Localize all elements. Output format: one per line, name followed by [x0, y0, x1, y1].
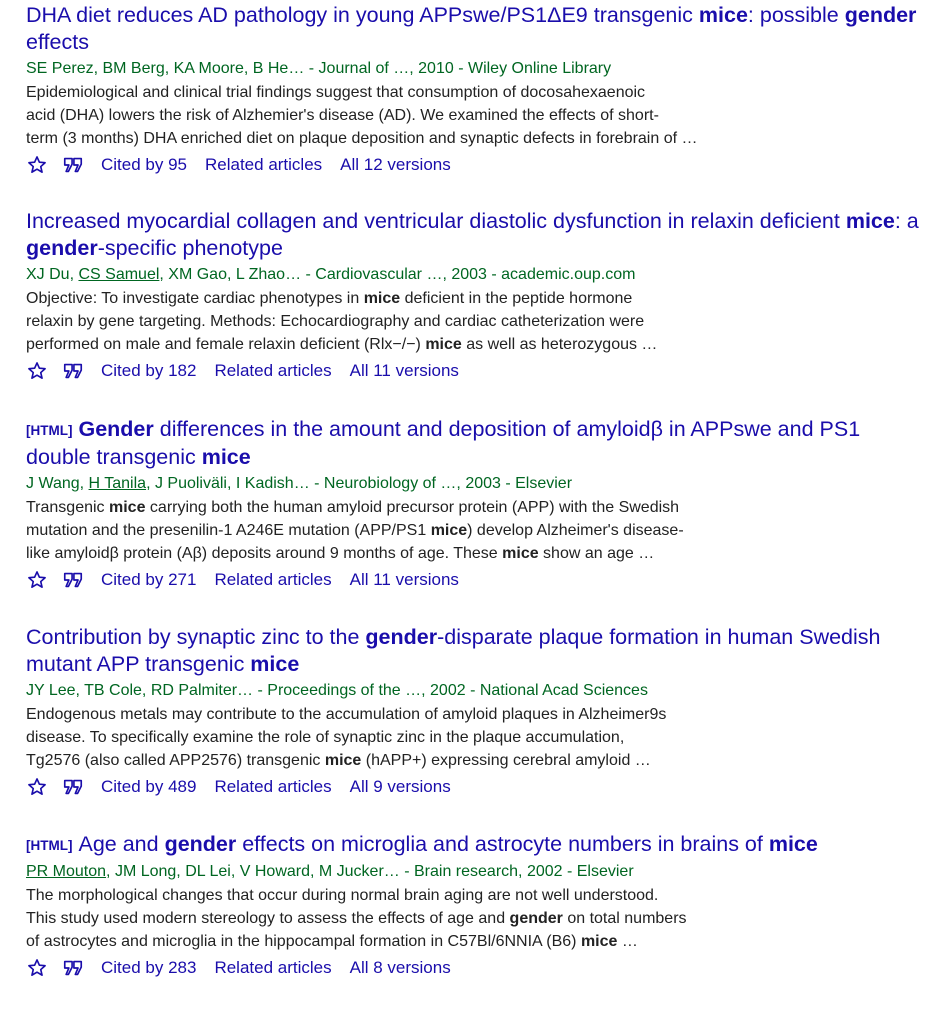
star-icon[interactable]	[26, 360, 48, 382]
title-text[interactable]: Gender differences in the amount and deposition of amyloidβ in APPswe and PS1 double transgenic mice	[26, 417, 861, 469]
result-title[interactable]	[26, 416, 921, 471]
snippet-line: mutation and the presenilin-1 A246E mutation (APP/PS1 mice) develop Alzheimer's disease-	[26, 522, 684, 539]
quote-icon[interactable]	[62, 569, 84, 591]
result-item	[26, 831, 921, 980]
result-actions	[26, 359, 921, 383]
result-authors: SE Perez, BM Berg, KA Moore, B He… - Journal of …, 2010 - Wiley Online Library	[26, 60, 612, 77]
result-snippet	[26, 884, 921, 953]
quote-icon[interactable]	[62, 360, 84, 382]
related-articles-link[interactable]: Related articles	[214, 958, 332, 977]
snippet-line: term (3 months) DHA enriched diet on plaque deposition and synaptic defects in forebrain of …	[26, 130, 698, 147]
cited-by-link[interactable]: Cited by 182	[101, 361, 197, 380]
quote-icon[interactable]	[62, 154, 84, 176]
snippet-line: acid (DHA) lowers the risk of Alzhemier's disease (AD). We examined the effects of short-	[26, 107, 659, 124]
result-authors: JY Lee, TB Cole, RD Palmiter… - Proceedings of the …, 2002 - National Acad Sciences	[26, 682, 648, 699]
result-authors: PR Mouton, JM Long, DL Lei, V Howard, M Jucker… - Brain research, 2002 - Elsevier	[26, 863, 634, 880]
related-articles-link[interactable]: Related articles	[214, 570, 332, 589]
result-actions	[26, 775, 921, 799]
star-icon[interactable]	[26, 569, 48, 591]
cited-by-link[interactable]: Cited by 489	[101, 777, 197, 796]
title-text[interactable]: Contribution by synaptic zinc to the gender-disparate plaque formation in human Swedish mutant APP transgenic mice	[26, 625, 881, 676]
result-authors: XJ Du, CS Samuel, XM Gao, L Zhao… - Cardiovascular …, 2003 - academic.oup.com	[26, 266, 636, 283]
result-title[interactable]	[26, 831, 921, 859]
author-link[interactable]: CS Samuel	[78, 266, 160, 283]
all-versions-link[interactable]: All 11 versions	[349, 361, 459, 380]
result-tag[interactable]: [HTML]	[26, 423, 73, 438]
cited-by-link[interactable]: Cited by 283	[101, 958, 197, 977]
result-snippet	[26, 81, 921, 150]
result-actions	[26, 956, 921, 980]
cited-by-link[interactable]: Cited by 95	[101, 155, 187, 174]
result-snippet	[26, 496, 921, 565]
snippet-line: The morphological changes that occur during normal brain aging are not well understood.	[26, 887, 659, 904]
quote-icon[interactable]	[62, 776, 84, 798]
quote-icon[interactable]	[62, 957, 84, 979]
all-versions-link[interactable]: All 11 versions	[349, 570, 459, 589]
snippet-line: Transgenic mice carrying both the human amyloid precursor protein (APP) with the Swedish	[26, 499, 680, 516]
result-snippet	[26, 287, 921, 356]
related-articles-link[interactable]: Related articles	[214, 361, 332, 380]
related-articles-link[interactable]: Related articles	[205, 155, 323, 174]
result-item	[26, 624, 921, 799]
cited-by-link[interactable]: Cited by 271	[101, 570, 197, 589]
result-item	[26, 208, 921, 383]
snippet-line: relaxin by gene targeting. Methods: Echocardiography and cardiac catheterization were	[26, 313, 645, 330]
result-snippet	[26, 703, 921, 772]
author-link[interactable]: H Tanila	[88, 475, 147, 492]
snippet-line: performed on male and female relaxin deficient (Rlx−/−) mice as well as heterozygous …	[26, 336, 658, 353]
snippet-line: of astrocytes and microglia in the hippocampal formation in C57Bl/6NNIA (B6) mice …	[26, 933, 638, 950]
snippet-line: Objective: To investigate cardiac phenotypes in mice deficient in the peptide hormone	[26, 290, 633, 307]
star-icon[interactable]	[26, 776, 48, 798]
related-articles-link[interactable]: Related articles	[214, 777, 332, 796]
author-link[interactable]: PR Mouton	[26, 863, 107, 880]
title-text[interactable]: DHA diet reduces AD pathology in young APPswe/PS1ΔE9 transgenic mice: possible gender effects	[26, 3, 917, 54]
result-actions	[26, 153, 921, 177]
title-text[interactable]: Increased myocardial collagen and ventricular diastolic dysfunction in relaxin deficient mice: a gender-specific phenotype	[26, 209, 919, 260]
star-icon[interactable]	[26, 154, 48, 176]
all-versions-link[interactable]: All 8 versions	[349, 958, 451, 977]
snippet-line: like amyloidβ protein (Aβ) deposits around 9 months of age. These mice show an age …	[26, 545, 655, 562]
snippet-line: Endogenous metals may contribute to the accumulation of amyloid plaques in Alzheimer9s	[26, 706, 667, 723]
result-authors: J Wang, H Tanila, J Puoliväli, I Kadish… - Neurobiology of …, 2003 - Elsevier	[26, 475, 573, 492]
result-title[interactable]	[26, 208, 921, 262]
all-versions-link[interactable]: All 12 versions	[340, 155, 451, 174]
star-icon[interactable]	[26, 957, 48, 979]
result-tag[interactable]: [HTML]	[26, 838, 73, 853]
result-actions	[26, 568, 921, 592]
snippet-line: This study used modern stereology to assess the effects of age and gender on total numbers	[26, 910, 687, 927]
result-title[interactable]	[26, 2, 921, 56]
result-item	[26, 416, 921, 592]
snippet-line: Epidemiological and clinical trial findings suggest that consumption of docosahexaenoic	[26, 84, 646, 101]
result-title[interactable]	[26, 624, 921, 678]
result-item	[26, 2, 921, 177]
snippet-line: Tg2576 (also called APP2576) transgenic mice (hAPP+) expressing cerebral amyloid …	[26, 752, 651, 769]
title-text[interactable]: Age and gender effects on microglia and astrocyte numbers in brains of mice	[78, 832, 818, 856]
all-versions-link[interactable]: All 9 versions	[349, 777, 451, 796]
snippet-line: disease. To specifically examine the role of synaptic zinc in the plaque accumulation,	[26, 729, 625, 746]
